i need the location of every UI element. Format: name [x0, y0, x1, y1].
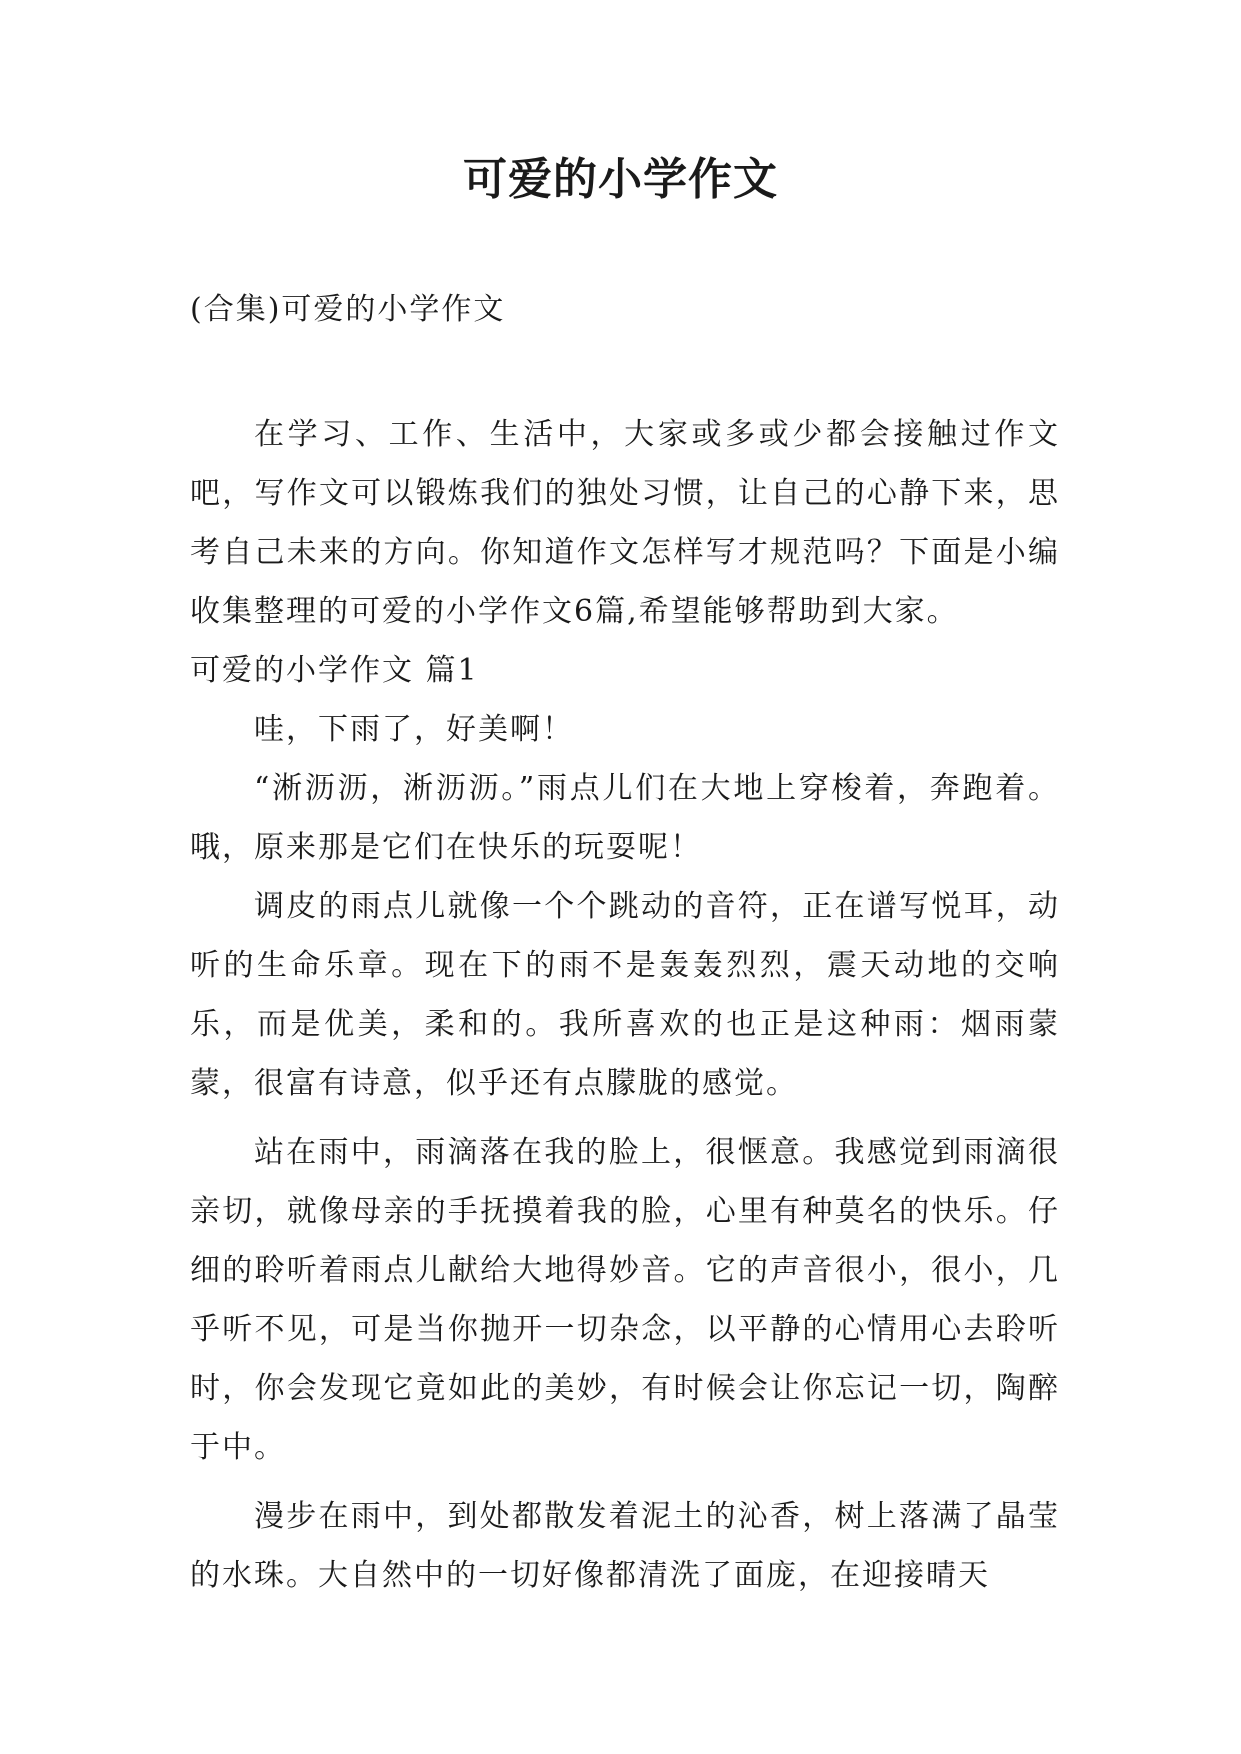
intro-paragraph: 在学习、工作、生活中，大家或多或少都会接触过作文吧，写作文可以锻炼我们的独处习惯，让自己的心静下来，思考自己未来的方向。你知道作文怎样写才规范吗？下面是小编收集整理的可爱的小学作文6篇,希望能够帮助到大家。 — [190, 417, 1060, 629]
document-subtitle: (合集)可爱的小学作文 — [190, 292, 506, 327]
document-body — [190, 405, 1060, 1605]
body-paragraph: “淅沥沥，淅沥沥。”雨点儿们在大地上穿梭着，奔跑着。哦，原来那是它们在快乐的玩耍呢！ — [190, 771, 1060, 865]
body-paragraph: 站在雨中，雨滴落在我的脸上，很惬意。我感觉到雨滴很亲切，就像母亲的手抚摸着我的脸，心里有种莫名的快乐。仔细的聆听着雨点儿献给大地得妙音。它的声音很小，很小，几乎听不见，可是当你抛开一切杂念，以平静的心情用心去聆听时，你会发现它竟如此的美妙，有时候会让你忘记一切，陶醉于中。 — [190, 1135, 1060, 1465]
body-paragraph: 调皮的雨点儿就像一个个跳动的音符，正在谱写悦耳，动听的生命乐章。现在下的雨不是轰轰烈烈，震天动地的交响乐，而是优美，柔和的。我所喜欢的也正是这种雨：烟雨蒙蒙，很富有诗意，似乎还有点朦胧的感觉。 — [190, 889, 1060, 1101]
body-paragraph: 哇，下雨了，好美啊！ — [254, 712, 574, 747]
document-title: 可爱的小学作文 — [463, 154, 778, 205]
section-heading: 可爱的小学作文 篇1 — [190, 653, 479, 688]
body-paragraph: 漫步在雨中，到处都散发着泥土的沁香，树上落满了晶莹的水珠。大自然中的一切好像都清洗了面庞，在迎接晴天 — [190, 1499, 1060, 1593]
